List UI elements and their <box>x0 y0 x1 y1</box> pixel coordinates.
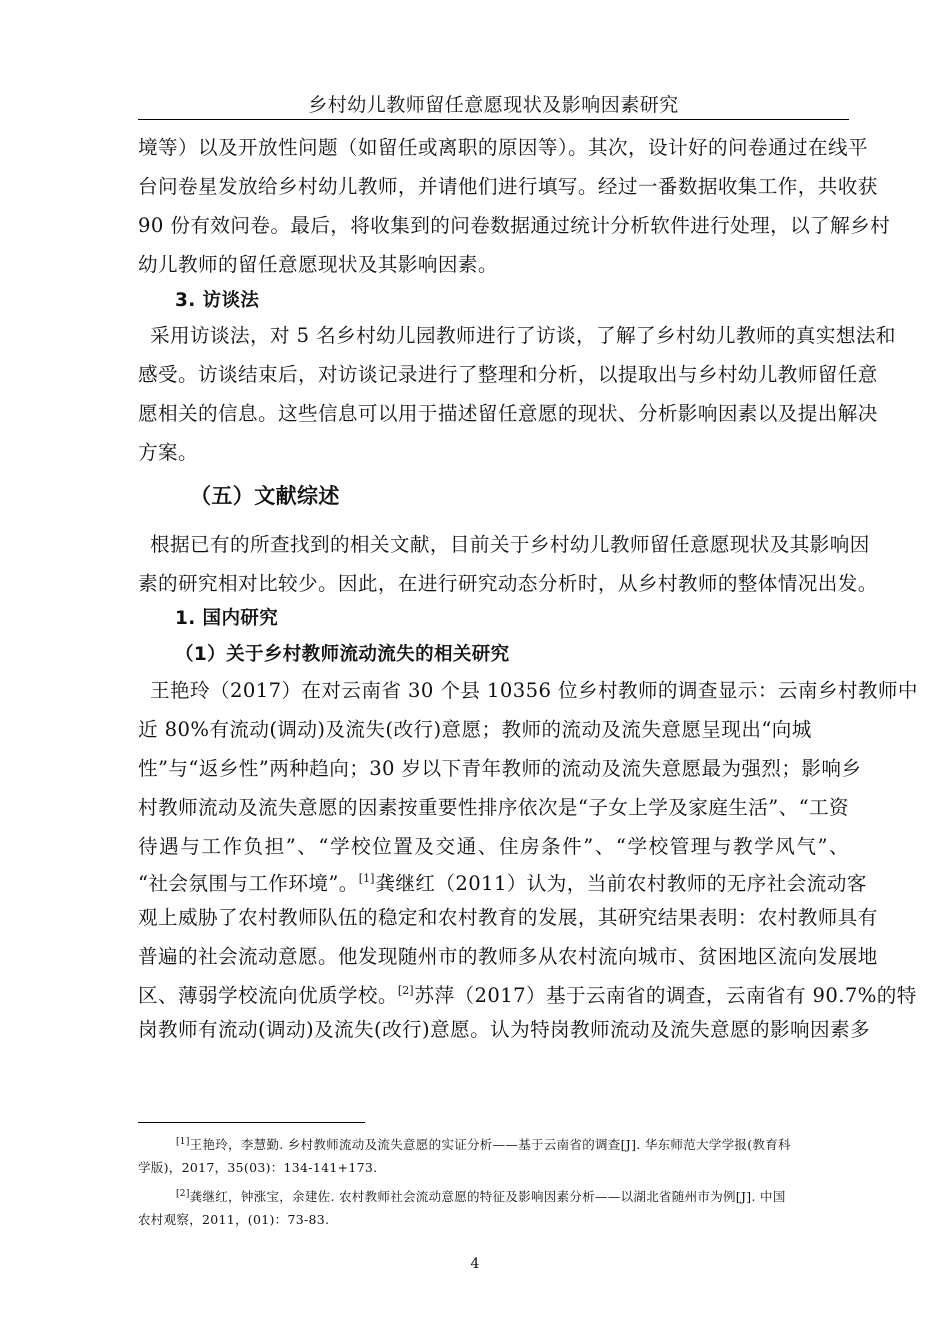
text-run: 苏萍（2017）基于云南省的调查，云南省有 90.7%的特 <box>414 984 917 1007</box>
paragraph-line: 普遍的社会流动意愿。他发现随州市的教师多从农村流向城市、贫困地区流向发展地 <box>138 945 878 968</box>
paragraph-line: 台问卷星发放给乡村幼儿教师，并请他们进行填写。经过一番数据收集工作，共收获 <box>138 175 878 198</box>
footnote-reference-2[interactable]: [2] <box>397 984 414 997</box>
page-number: 4 <box>470 1256 480 1272</box>
footnote-text: 王艳玲，李慧勤. 乡村教师流动及流失意愿的实证分析——基于云南省的调查[J]. 华东师范大学学报(教育科 <box>189 1137 791 1152</box>
paragraph-line: 根据已有的所查找到的相关文献，目前关于乡村幼儿教师留任意愿现状及其影响因 <box>150 533 870 556</box>
text-run: “社会氛围与工作环境”。 <box>138 872 359 895</box>
footnote-2 <box>176 1184 786 1207</box>
paragraph-line: 感受。访谈结束后，对访谈记录进行了整理和分析，以提取出与乡村幼儿教师留任意 <box>138 363 878 386</box>
footnote-mark: [2] <box>176 1189 190 1199</box>
paragraph-line: 村教师流动及流失意愿的因素按重要性排序依次是“子女上学及家庭生活”、“工资 <box>138 796 850 819</box>
footnote-reference-1[interactable]: [1] <box>358 872 375 885</box>
footnote-1-continuation: 学版)，2017，35(03)：134-141+173. <box>138 1160 378 1175</box>
paragraph-line: 观上威胁了农村教师队伍的稳定和农村教育的发展，其研究结果表明：农村教师具有 <box>138 906 878 929</box>
header-rule <box>138 119 849 120</box>
section-heading-literature-review: （五）文献综述 <box>190 484 340 508</box>
paragraph-line <box>138 865 867 898</box>
paragraph-line: 岗教师有流动(调动)及流失(改行)意愿。认为特岗教师流动及流失意愿的影响因素多 <box>138 1018 870 1041</box>
paragraph-line: 幼儿教师的留任意愿现状及其影响因素。 <box>138 253 498 276</box>
paragraph-line: 素的研究相对比较少。因此，在进行研究动态分析时，从乡村教师的整体情况出发。 <box>138 572 878 595</box>
paragraph-line: 近 80%有流动(调动)及流失(改行)意愿；教师的流动及流失意愿呈现出“向城 <box>138 718 812 741</box>
section-heading-interview: 3. 访谈法 <box>175 290 260 311</box>
paragraph-line: 待遇与工作负担”、“学校位置及交通、住房条件”、“学校管理与教学风气”、 <box>138 835 849 858</box>
footnote-rule <box>138 1122 365 1123</box>
paragraph-line: 90 份有效问卷。最后，将收集到的问卷数据通过统计分析软件进行处理，以了解乡村 <box>138 214 891 237</box>
footnote-text: 龚继红，钟涨宝，余建佐. 农村教师社会流动意愿的特征及影响因素分析——以湖北省随州市为例[J]. 中国 <box>189 1189 786 1204</box>
paragraph-line: 采用访谈法，对 5 名乡村幼儿园教师进行了访谈，了解了乡村幼儿教师的真实想法和 <box>150 324 896 347</box>
paragraph-line: 愿相关的信息。这些信息可以用于描述留任意愿的现状、分析影响因素以及提出解决 <box>138 402 878 425</box>
subsection-heading-domestic: 1. 国内研究 <box>175 608 279 629</box>
paragraph-line: 王艳玲（2017）在对云南省 30 个县 10356 位乡村教师的调查显示：云南乡村教师中 <box>150 679 918 702</box>
paragraph-line: 方案。 <box>138 441 198 464</box>
footnote-1 <box>176 1132 791 1155</box>
paragraph-line: 性”与“返乡性”两种趋向；30 岁以下青年教师的流动及流失意愿最为强烈；影响乡 <box>138 757 862 780</box>
subsubsection-heading-mobility: （1）关于乡村教师流动流失的相关研究 <box>175 644 510 665</box>
text-run: 区、薄弱学校流向优质学校。 <box>138 984 398 1007</box>
paragraph-line: 境等）以及开放性问题（如留任或离职的原因等）。其次，设计好的问卷通过在线平 <box>138 136 868 159</box>
running-header: 乡村幼儿教师留任意愿现状及影响因素研究 <box>308 94 679 116</box>
paragraph-line <box>138 977 917 1010</box>
footnote-2-continuation: 农村观察，2011，(01)：73-83. <box>138 1212 330 1227</box>
footnote-mark: [1] <box>176 1137 190 1147</box>
text-run: 龚继红（2011）认为，当前农村教师的无序社会流动客 <box>375 872 867 895</box>
